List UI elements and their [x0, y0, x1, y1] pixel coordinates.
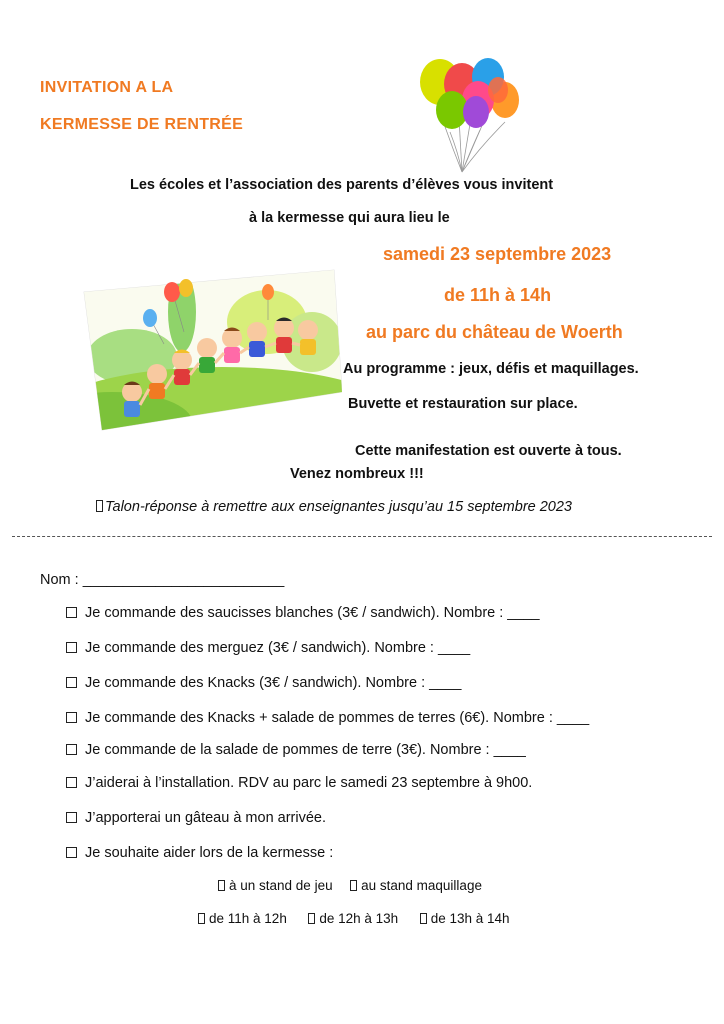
order-salade-option[interactable]: Je commande de la salade de pommes de terre (3€). Nombre : ____ — [66, 742, 526, 758]
checkbox-icon[interactable] — [66, 744, 77, 755]
slot-13-14-option[interactable]: de 13h à 14h — [420, 911, 510, 926]
balloons-illustration — [410, 52, 520, 174]
checkbox-icon[interactable] — [218, 880, 225, 891]
food-text: Buvette et restauration sur place. — [348, 396, 578, 412]
stand-options-row — [218, 878, 482, 893]
cut-line-divider — [12, 536, 712, 537]
bring-cake-option[interactable]: J’apporterai un gâteau à mon arrivée. — [66, 810, 326, 826]
title-line-1: INVITATION A LA — [40, 79, 174, 96]
open-text: Cette manifestation est ouverte à tous. — [355, 443, 622, 459]
children-holding-hands-illustration — [72, 262, 342, 432]
checkbox-icon[interactable] — [66, 847, 77, 858]
intro-line-2: à la kermesse qui aura lieu le — [249, 210, 450, 226]
event-place: au parc du château de Woerth — [366, 322, 623, 342]
checkbox-icon[interactable] — [66, 712, 77, 723]
event-time: de 11h à 14h — [444, 285, 552, 305]
checkbox-icon[interactable] — [308, 913, 315, 924]
slot-11-12-option[interactable]: de 11h à 12h — [198, 911, 287, 926]
order-knacks-salade-option[interactable]: Je commande des Knacks + salade de pommes de terres (6€). Nombre : ____ — [66, 710, 589, 726]
name-field[interactable]: Nom : _________________________ — [40, 572, 285, 588]
slot-options-row — [198, 911, 510, 926]
help-kermesse-option[interactable]: Je souhaite aider lors de la kermesse : — [66, 845, 333, 861]
program-text: Au programme : jeux, défis et maquillages. — [343, 361, 639, 377]
order-merguez-option[interactable]: Je commande des merguez (3€ / sandwich). Nombre : ____ — [66, 640, 470, 656]
order-knacks-option[interactable]: Je commande des Knacks (3€ / sandwich). Nombre : ____ — [66, 675, 461, 691]
checkbox-icon[interactable] — [66, 642, 77, 653]
checkbox-icon[interactable] — [66, 812, 77, 823]
order-saucisses-option[interactable]: Je commande des saucisses blanches (3€ / sandwich). Nombre : ____ — [66, 605, 540, 621]
intro-line-1: Les écoles et l’association des parents d’élèves vous invitent — [130, 177, 554, 193]
checkbox-icon[interactable] — [66, 607, 77, 618]
checkbox-icon[interactable] — [198, 913, 205, 924]
checkbox-icon[interactable] — [350, 880, 357, 891]
slot-12-13-option[interactable]: de 12h à 13h — [308, 911, 398, 926]
checkbox-icon[interactable] — [66, 677, 77, 688]
checkbox-icon[interactable] — [66, 777, 77, 788]
checkbox-icon[interactable] — [420, 913, 427, 924]
reply-note: Talon-réponse à remettre aux enseignantes jusqu’au 15 septembre 2023 — [96, 499, 572, 515]
scissors-icon — [96, 500, 103, 512]
come-text: Venez nombreux !!! — [290, 466, 424, 482]
stand-maquillage-option[interactable]: au stand maquillage — [350, 878, 482, 893]
title-line-2: KERMESSE DE RENTRÉE — [40, 116, 244, 133]
event-date: samedi 23 septembre 2023 — [383, 244, 612, 264]
help-installation-option[interactable]: J’aiderai à l’installation. RDV au parc le samedi 23 septembre à 9h00. — [66, 775, 532, 791]
stand-jeu-option[interactable]: à un stand de jeu — [218, 878, 333, 893]
